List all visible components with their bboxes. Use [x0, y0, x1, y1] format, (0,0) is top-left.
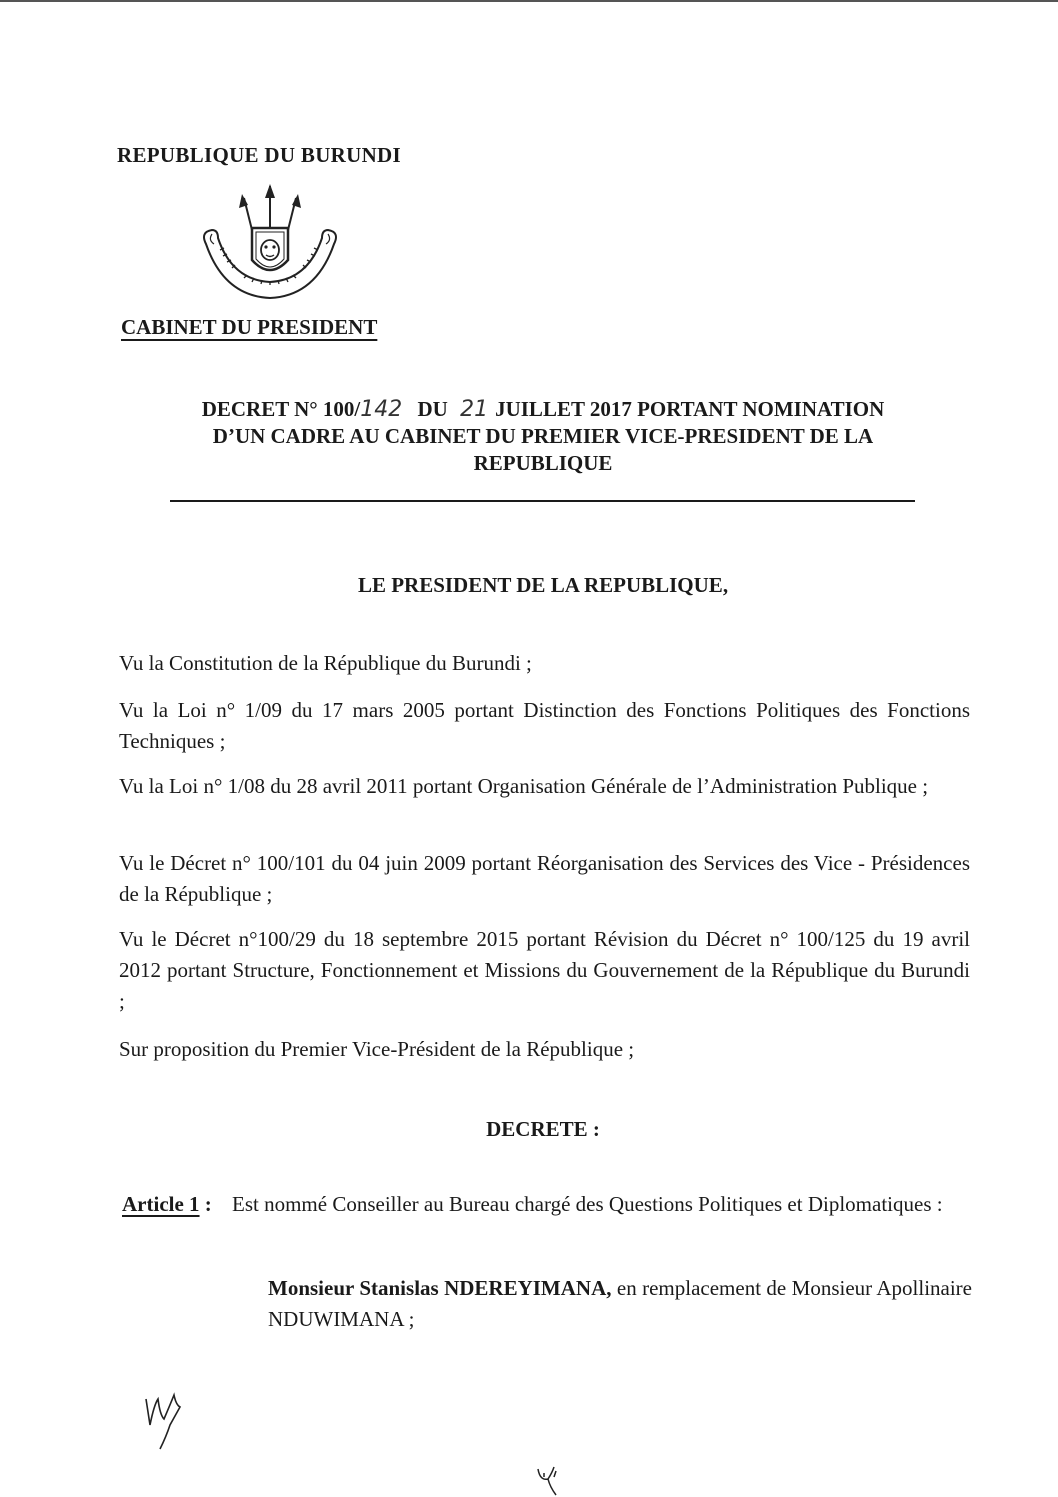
consideration-loi-1-08: Vu la Loi n° 1/08 du 28 avril 2011 portant Organisation Générale de l’Administration Publique ;	[119, 774, 929, 798]
signature-initials-center	[530, 1465, 570, 1497]
article-1-text: Est nommé Conseiller au Bureau chargé des Questions Politiques et Diplomatiques :	[232, 1192, 943, 1216]
article-1-separator: :	[199, 1192, 212, 1216]
consideration-proposition: Sur proposition du Premier Vice-Président de la République ;	[119, 1037, 635, 1061]
consideration-decret-100-29: Vu le Décret n°100/29 du 18 septembre 2015 portant Révision du Décret n° 100/125 du 19 avril 2012 portant Structure, Fonctionnement et Missions du Gouvernement de la République du Burundi ;	[119, 927, 970, 1013]
preamble-heading: LE PRESIDENT DE LA REPUBLIQUE,	[357, 573, 729, 597]
handwritten-decree-day: 21	[460, 397, 489, 422]
scan-top-edge	[0, 0, 1058, 2]
consideration-loi-1-09: Vu la Loi n° 1/09 du 17 mars 2005 portant Distinction des Fonctions Politiques des Fonctions Techniques ;	[119, 698, 970, 753]
article-1-label	[122, 1192, 212, 1217]
decree-du: DU	[417, 397, 448, 421]
decree-title-line2: D’UN CADRE AU CABINET DU PREMIER VICE-PRESIDENT DE LA	[212, 424, 874, 448]
nominee-name: Monsieur Stanislas NDEREYIMANA,	[268, 1276, 612, 1300]
article-1-label-text: Article 1	[122, 1192, 200, 1216]
nominee-replacement: en remplacement de Monsieur Apollinaire NDUWIMANA ;	[268, 1276, 973, 1331]
decree-number-prefix: DECRET N° 100/	[201, 397, 361, 421]
consideration-constitution: Vu la Constitution de la République du Burundi ;	[119, 651, 532, 675]
republic-heading: REPUBLIQUE DU BURUNDI	[117, 143, 401, 167]
decrete-heading: DECRETE :	[486, 1117, 600, 1141]
decree-title-line3: REPUBLIQUE	[473, 451, 613, 475]
title-divider	[170, 500, 915, 502]
decree-title	[110, 396, 976, 477]
signature-initials-left	[140, 1385, 200, 1455]
decree-title-line1-rest: JUILLET 2017 PORTANT NOMINATION	[495, 397, 885, 421]
consideration-decret-100-101: Vu le Décret n° 100/101 du 04 juin 2009 portant Réorganisation des Services des Vice - Présidences de la République ;	[119, 851, 970, 906]
cabinet-heading: CABINET DU PRESIDENT	[121, 315, 378, 339]
handwritten-decree-number: 142	[360, 397, 403, 422]
decree-title-line1	[110, 396, 976, 423]
coat-of-arms-emblem	[198, 184, 342, 304]
article-1-nominee	[268, 1273, 972, 1335]
